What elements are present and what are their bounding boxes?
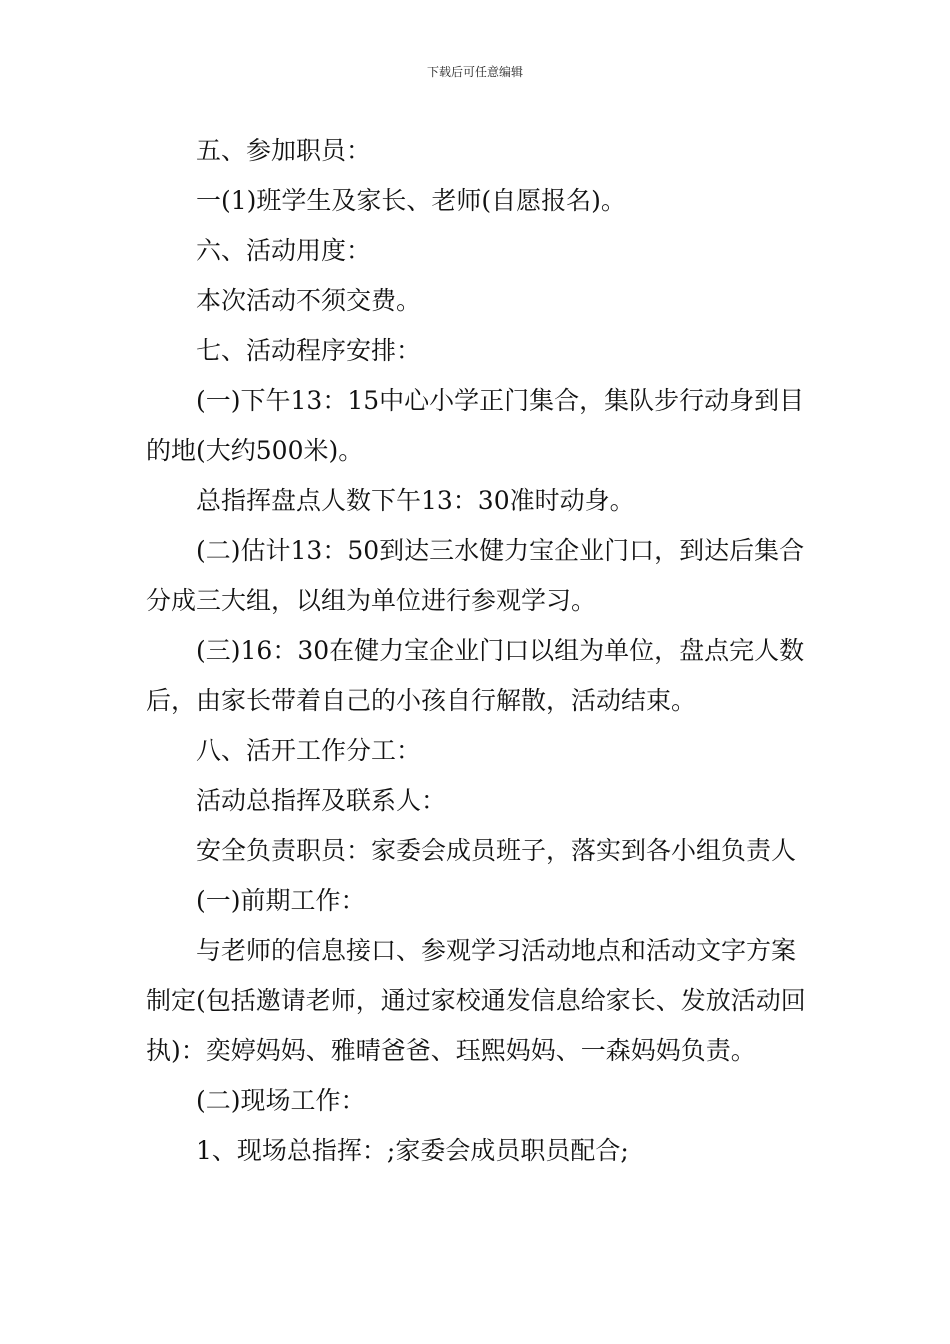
- paragraph: 一(1)班学生及家长、老师(自愿报名)。: [196, 186, 626, 215]
- paragraph: (一)下午13：15中心小学正门集合，集队步行动身到目的地(大约500米)。: [146, 386, 805, 465]
- page-header: 下载后可任意编辑: [426, 65, 523, 79]
- paragraph: 1、现场总指挥：;家委会成员职员配合;: [196, 1136, 629, 1165]
- document-body: [146, 126, 808, 1176]
- paragraph: 五、参加职员：: [196, 136, 372, 165]
- paragraph: 六、活动用度：: [196, 236, 372, 265]
- paragraph: (一)前期工作：: [196, 886, 366, 915]
- paragraph: (三)16：30在健力宝企业门口以组为单位，盘点完人数后，由家长带着自己的小孩自行解散，活动结束。: [146, 636, 805, 715]
- paragraph: 活动总指挥及联系人：: [196, 786, 447, 815]
- paragraph: 总指挥盘点人数下午13：30准时动身。: [196, 486, 635, 515]
- paragraph: 本次活动不须交费。: [196, 286, 422, 315]
- paragraph: 七、活动程序安排：: [196, 336, 422, 365]
- paragraph: 安全负责职员：家委会成员班子，落实到各小组负责人: [196, 836, 797, 865]
- paragraph: 八、活开工作分工：: [196, 736, 422, 765]
- paragraph: 与老师的信息接口、参观学习活动地点和活动文字方案制定(包括邀请老师，通过家校通发信息给家长、发放活动回执)：奕婷妈妈、雅晴爸爸、珏熙妈妈、一森妈妈负责。: [146, 936, 806, 1065]
- paragraph: (二)估计13：50到达三水健力宝企业门口，到达后集合分成三大组，以组为单位进行参观学习。: [146, 536, 805, 615]
- paragraph: (二)现场工作：: [196, 1086, 366, 1115]
